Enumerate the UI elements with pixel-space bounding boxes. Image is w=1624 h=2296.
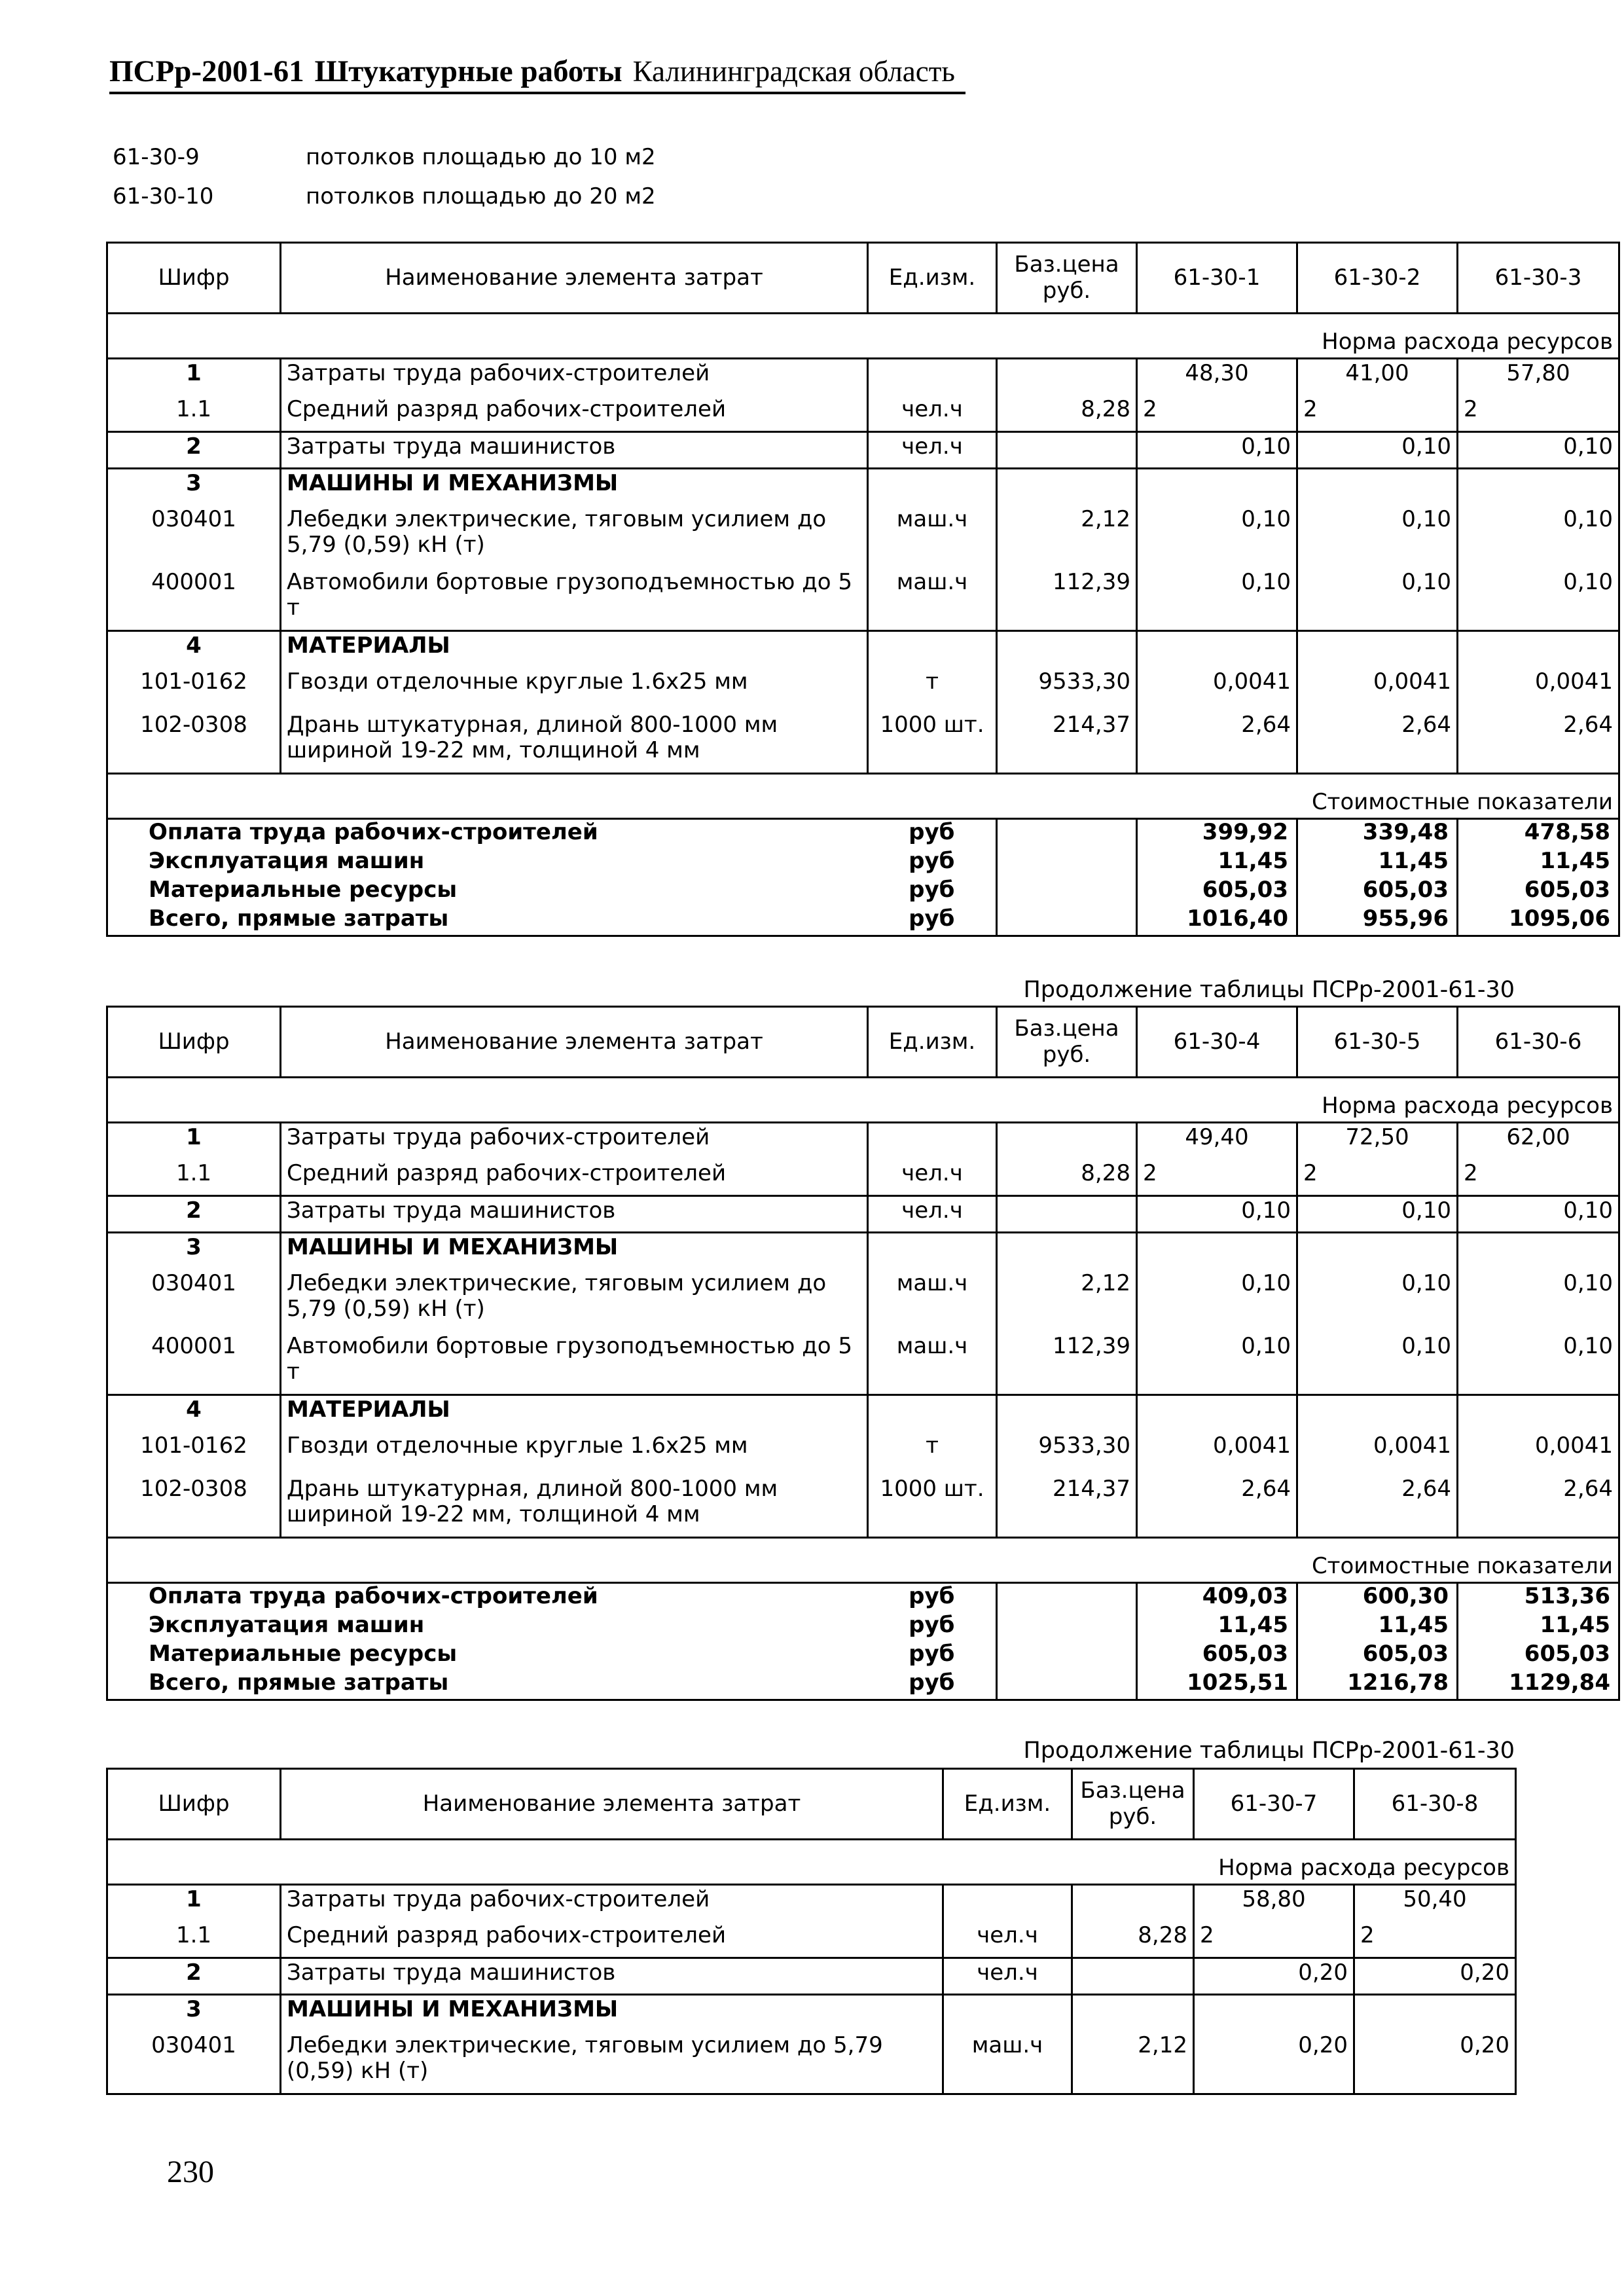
table-row [107, 432, 1619, 469]
row-value: 2,64 [1458, 1475, 1619, 1538]
table-row [107, 1332, 1619, 1395]
row-value: 0,10 [1297, 432, 1458, 469]
row-value: 2,64 [1297, 1475, 1458, 1538]
row-price: 214,37 [997, 1475, 1137, 1538]
total-value: 11,45 [1297, 848, 1458, 877]
col-header-code: Шифр [107, 1769, 281, 1840]
row-name: Автомобили бортовые грузоподъемностью до 5 т [281, 1332, 868, 1395]
row-price [1072, 1958, 1194, 1995]
row-price: 2,12 [997, 505, 1137, 568]
total-value: 399,92 [1137, 819, 1297, 849]
row-price [997, 432, 1137, 469]
row-code: 102-0308 [107, 711, 281, 774]
row-value: 0,0041 [1297, 1432, 1458, 1475]
section-band-row [107, 1538, 1619, 1583]
row-unit [943, 1885, 1072, 1922]
total-row [107, 877, 1619, 906]
intro-code-1: 61-30-9 [113, 144, 200, 170]
row-unit: маш.ч [943, 2032, 1072, 2094]
row-value: 0,20 [1354, 2032, 1516, 2094]
col-header-norm-code: 61-30-8 [1354, 1769, 1516, 1840]
table-row [107, 668, 1619, 711]
row-value: 41,00 [1297, 359, 1458, 395]
row-value: 2,64 [1297, 711, 1458, 774]
row-value: 0,10 [1137, 1196, 1297, 1233]
row-value: 0,10 [1297, 1269, 1458, 1332]
total-label: Всего, прямые затраты [107, 906, 868, 936]
row-name: МАШИНЫ И МЕХАНИЗМЫ [281, 1233, 868, 1269]
col-header-unit: Ед.изм. [943, 1769, 1072, 1840]
row-price [997, 1123, 1137, 1159]
cost-indicators-label: Стоимостные показатели [107, 1538, 1619, 1583]
row-name: Дрань штукатурная, длиной 800-1000 мм шириной 19-22 мм, толщиной 4 мм [281, 711, 868, 774]
total-unit: руб [868, 819, 997, 849]
row-name: Лебедки электрические, тяговым усилием до 5,79 (0,59) кН (т) [281, 505, 868, 568]
row-value: 0,10 [1297, 1196, 1458, 1233]
table-row [107, 2032, 1516, 2094]
total-value: 1129,84 [1458, 1670, 1619, 1700]
col-header-norm-code: 61-30-6 [1458, 1007, 1619, 1078]
table-row [107, 1159, 1619, 1196]
row-code: 030401 [107, 505, 281, 568]
intro-text-1: потолков площадью до 10 м2 [306, 144, 656, 170]
row-value: 0,0041 [1137, 1432, 1297, 1475]
row-value: 72,50 [1297, 1123, 1458, 1159]
row-name: МАТЕРИАЛЫ [281, 631, 868, 668]
total-unit: руб [868, 1670, 997, 1700]
row-price [997, 359, 1137, 395]
col-header-name: Наименование элемента затрат [281, 1769, 943, 1840]
row-price [1072, 1885, 1194, 1922]
row-price [997, 1196, 1137, 1233]
row-price: 112,39 [997, 568, 1137, 631]
col-header-norm-code: 61-30-3 [1458, 243, 1619, 314]
row-code: 1.1 [107, 1159, 281, 1196]
row-value: 57,80 [1458, 359, 1619, 395]
row-name: МАТЕРИАЛЫ [281, 1395, 868, 1432]
row-unit: чел.ч [868, 432, 997, 469]
row-code: 3 [107, 469, 281, 505]
total-label: Оплата труда рабочих-строителей [107, 819, 868, 849]
row-value: 0,10 [1458, 432, 1619, 469]
total-value: 955,96 [1297, 906, 1458, 936]
row-value: 0,10 [1137, 432, 1297, 469]
table-row [107, 395, 1619, 432]
row-value: 2,64 [1137, 711, 1297, 774]
row-unit: чел.ч [868, 395, 997, 432]
col-header-price: Баз.цена руб. [1072, 1769, 1194, 1840]
row-value: 2,64 [1458, 711, 1619, 774]
total-value: 409,03 [1137, 1583, 1297, 1613]
row-code: 400001 [107, 1332, 281, 1395]
total-label: Материальные ресурсы [107, 877, 868, 906]
col-header-norm-code: 61-30-1 [1137, 243, 1297, 314]
row-value: 0,10 [1297, 1332, 1458, 1395]
norms-table-3 [106, 1768, 1517, 2095]
total-row [107, 906, 1619, 936]
total-value: 605,03 [1458, 877, 1619, 906]
section-row-machines [107, 1233, 1619, 1269]
row-name: Затраты труда рабочих-строителей [281, 1885, 943, 1922]
table-header-row [107, 1007, 1619, 1078]
table-header-row [107, 1769, 1516, 1840]
total-label: Оплата труда рабочих-строителей [107, 1583, 868, 1613]
continuation-caption: Продолжение таблицы ПСРр-2001-61-30 [1023, 977, 1515, 1003]
row-value: 48,30 [1137, 359, 1297, 395]
row-price: 8,28 [997, 395, 1137, 432]
col-header-norm-code: 61-30-5 [1297, 1007, 1458, 1078]
total-value: 11,45 [1297, 1613, 1458, 1641]
total-value: 605,03 [1458, 1641, 1619, 1670]
row-code: 3 [107, 1995, 281, 2032]
table-row [107, 568, 1619, 631]
total-unit: руб [868, 1583, 997, 1613]
row-value: 0,0041 [1458, 668, 1619, 711]
row-value: 2,64 [1137, 1475, 1297, 1538]
row-price: 2,12 [997, 1269, 1137, 1332]
row-name: Затраты труда машинистов [281, 432, 868, 469]
total-value: 11,45 [1458, 848, 1619, 877]
row-value: 2 [1137, 1159, 1297, 1196]
row-value: 62,00 [1458, 1123, 1619, 1159]
total-label: Всего, прямые затраты [107, 1670, 868, 1700]
row-code: 1 [107, 1885, 281, 1922]
row-code: 4 [107, 631, 281, 668]
row-name: Лебедки электрические, тяговым усилием до 5,79 (0,59) кН (т) [281, 1269, 868, 1332]
col-header-norm-code: 61-30-4 [1137, 1007, 1297, 1078]
row-value: 58,80 [1194, 1885, 1354, 1922]
table-row [107, 1432, 1619, 1475]
section-band-row [107, 314, 1619, 359]
row-price: 9533,30 [997, 1432, 1137, 1475]
norms-table-2 [106, 1006, 1620, 1701]
row-value: 0,10 [1137, 1269, 1297, 1332]
table-header-row [107, 243, 1619, 314]
section-row-materials [107, 1395, 1619, 1432]
row-value: 0,10 [1297, 505, 1458, 568]
total-value: 478,58 [1458, 819, 1619, 849]
row-value: 0,0041 [1137, 668, 1297, 711]
section-row-machines [107, 469, 1619, 505]
col-header-name: Наименование элемента затрат [281, 1007, 868, 1078]
col-header-name: Наименование элемента затрат [281, 243, 868, 314]
intro-text-2: потолков площадью до 20 м2 [306, 183, 656, 210]
row-name: Дрань штукатурная, длиной 800-1000 мм шириной 19-22 мм, толщиной 4 мм [281, 1475, 868, 1538]
table-row [107, 1922, 1516, 1958]
section-row-machines [107, 1995, 1516, 2032]
row-value: 2 [1194, 1922, 1354, 1958]
row-name: МАШИНЫ И МЕХАНИЗМЫ [281, 469, 868, 505]
row-name: Автомобили бортовые грузоподъемностью до 5 т [281, 568, 868, 631]
row-unit: маш.ч [868, 505, 997, 568]
total-row [107, 1670, 1619, 1700]
total-value: 1095,06 [1458, 906, 1619, 936]
row-price: 112,39 [997, 1332, 1137, 1395]
row-value: 50,40 [1354, 1885, 1516, 1922]
row-code: 1 [107, 359, 281, 395]
col-header-unit: Ед.изм. [868, 243, 997, 314]
row-unit: маш.ч [868, 1269, 997, 1332]
row-unit [868, 359, 997, 395]
row-name: МАШИНЫ И МЕХАНИЗМЫ [281, 1995, 943, 2032]
table-row [107, 1958, 1516, 1995]
row-name: Гвозди отделочные круглые 1.6х25 мм [281, 1432, 868, 1475]
row-value: 0,0041 [1458, 1432, 1619, 1475]
row-value: 2 [1297, 1159, 1458, 1196]
row-name: Средний разряд рабочих-строителей [281, 1922, 943, 1958]
row-name: Затраты труда рабочих-строителей [281, 1123, 868, 1159]
resource-norm-label: Норма расхода ресурсов [107, 314, 1619, 359]
table-row [107, 359, 1619, 395]
total-value: 11,45 [1458, 1613, 1619, 1641]
row-code: 2 [107, 432, 281, 469]
table-row [107, 1123, 1619, 1159]
row-unit: чел.ч [943, 1958, 1072, 1995]
row-price: 8,28 [1072, 1922, 1194, 1958]
col-header-code: Шифр [107, 1007, 281, 1078]
row-value: 0,10 [1458, 1332, 1619, 1395]
row-code: 1.1 [107, 395, 281, 432]
row-unit: 1000 шт. [868, 1475, 997, 1538]
resource-norm-label: Норма расхода ресурсов [107, 1840, 1516, 1885]
row-unit: чел.ч [943, 1922, 1072, 1958]
total-row [107, 1583, 1619, 1613]
row-value: 49,40 [1137, 1123, 1297, 1159]
row-unit: маш.ч [868, 568, 997, 631]
row-code: 101-0162 [107, 668, 281, 711]
total-row [107, 819, 1619, 849]
total-row [107, 848, 1619, 877]
row-value: 0,10 [1137, 505, 1297, 568]
row-unit: т [868, 668, 997, 711]
total-value: 11,45 [1137, 1613, 1297, 1641]
row-unit: маш.ч [868, 1332, 997, 1395]
row-value: 0,20 [1194, 2032, 1354, 2094]
row-value: 2 [1354, 1922, 1516, 1958]
row-name: Затраты труда машинистов [281, 1196, 868, 1233]
row-value: 0,20 [1194, 1958, 1354, 1995]
row-price: 214,37 [997, 711, 1137, 774]
table-row [107, 1475, 1619, 1538]
section-row-materials [107, 631, 1619, 668]
row-name: Гвозди отделочные круглые 1.6х25 мм [281, 668, 868, 711]
row-unit: т [868, 1432, 997, 1475]
row-code: 030401 [107, 2032, 281, 2094]
row-code: 3 [107, 1233, 281, 1269]
row-price: 8,28 [997, 1159, 1137, 1196]
row-name: Затраты труда машинистов [281, 1958, 943, 1995]
total-label: Эксплуатация машин [107, 1613, 868, 1641]
total-unit: руб [868, 1613, 997, 1641]
total-value: 513,36 [1458, 1583, 1619, 1613]
row-unit: чел.ч [868, 1196, 997, 1233]
total-row [107, 1641, 1619, 1670]
total-value: 605,03 [1297, 877, 1458, 906]
page-number: 230 [167, 2155, 214, 2189]
col-header-code: Шифр [107, 243, 281, 314]
row-name: Средний разряд рабочих-строителей [281, 395, 868, 432]
header-underline [109, 92, 965, 94]
row-value: 0,10 [1137, 568, 1297, 631]
row-code: 2 [107, 1958, 281, 1995]
row-value: 0,10 [1137, 1332, 1297, 1395]
table-row [107, 505, 1619, 568]
row-code: 030401 [107, 1269, 281, 1332]
intro-code-2: 61-30-10 [113, 183, 214, 210]
row-value: 2 [1458, 1159, 1619, 1196]
header-title: Штукатурные работы [314, 54, 623, 88]
total-value: 600,30 [1297, 1583, 1458, 1613]
table-row [107, 1885, 1516, 1922]
section-band-row [107, 1840, 1516, 1885]
cost-indicators-label: Стоимостные показатели [107, 774, 1619, 819]
row-code: 4 [107, 1395, 281, 1432]
row-code: 101-0162 [107, 1432, 281, 1475]
total-label: Материальные ресурсы [107, 1641, 868, 1670]
row-value: 0,10 [1297, 568, 1458, 631]
row-code: 1.1 [107, 1922, 281, 1958]
total-value: 1216,78 [1297, 1670, 1458, 1700]
row-price: 9533,30 [997, 668, 1137, 711]
row-value: 2 [1458, 395, 1619, 432]
total-unit: руб [868, 848, 997, 877]
page-header [109, 54, 955, 89]
row-unit: 1000 шт. [868, 711, 997, 774]
row-value: 0,10 [1458, 568, 1619, 631]
norms-table-1 [106, 242, 1620, 937]
row-name: Лебедки электрические, тяговым усилием до 5,79 (0,59) кН (т) [281, 2032, 943, 2094]
table-row [107, 711, 1619, 774]
col-header-price: Баз.цена руб. [997, 243, 1137, 314]
row-name: Затраты труда рабочих-строителей [281, 359, 868, 395]
row-value: 0,10 [1458, 505, 1619, 568]
total-value: 605,03 [1137, 877, 1297, 906]
total-value: 11,45 [1137, 848, 1297, 877]
table-row [107, 1269, 1619, 1332]
total-unit: руб [868, 906, 997, 936]
row-value: 2 [1137, 395, 1297, 432]
total-value: 1025,51 [1137, 1670, 1297, 1700]
total-unit: руб [868, 877, 997, 906]
col-header-norm-code: 61-30-7 [1194, 1769, 1354, 1840]
row-code: 102-0308 [107, 1475, 281, 1538]
row-unit [868, 1123, 997, 1159]
col-header-price: Баз.цена руб. [997, 1007, 1137, 1078]
row-value: 0,20 [1354, 1958, 1516, 1995]
section-band-row [107, 1078, 1619, 1123]
col-header-norm-code: 61-30-2 [1297, 243, 1458, 314]
row-code: 2 [107, 1196, 281, 1233]
total-value: 1016,40 [1137, 906, 1297, 936]
header-region: Калининградская область [632, 55, 955, 88]
row-code: 1 [107, 1123, 281, 1159]
total-unit: руб [868, 1641, 997, 1670]
row-value: 0,10 [1458, 1196, 1619, 1233]
resource-norm-label: Норма расхода ресурсов [107, 1078, 1619, 1123]
header-code: ПСРр-2001-61 [109, 54, 304, 88]
row-price: 2,12 [1072, 2032, 1194, 2094]
row-value: 0,0041 [1297, 668, 1458, 711]
row-value: 0,10 [1458, 1269, 1619, 1332]
row-value: 2 [1297, 395, 1458, 432]
section-band-row [107, 774, 1619, 819]
table-row [107, 1196, 1619, 1233]
col-header-unit: Ед.изм. [868, 1007, 997, 1078]
total-value: 605,03 [1137, 1641, 1297, 1670]
total-value: 605,03 [1297, 1641, 1458, 1670]
continuation-caption: Продолжение таблицы ПСРр-2001-61-30 [1023, 1738, 1515, 1764]
total-label: Эксплуатация машин [107, 848, 868, 877]
total-value: 339,48 [1297, 819, 1458, 849]
total-row [107, 1613, 1619, 1641]
row-unit: чел.ч [868, 1159, 997, 1196]
row-code: 400001 [107, 568, 281, 631]
row-name: Средний разряд рабочих-строителей [281, 1159, 868, 1196]
